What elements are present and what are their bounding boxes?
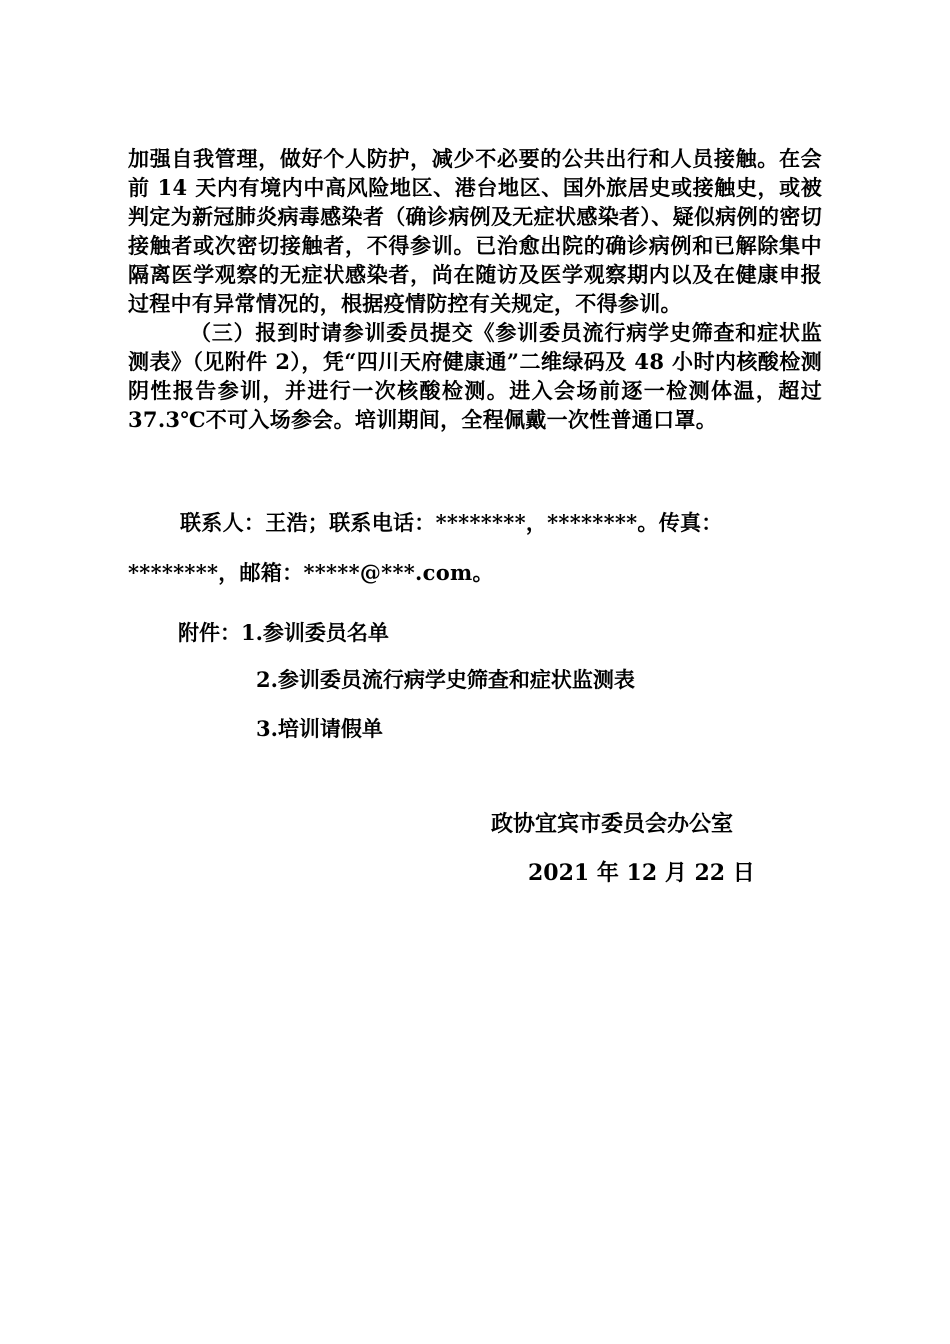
- signature-organization: 政协宜宾市委员会办公室: [491, 811, 734, 837]
- contact-info: [128, 498, 822, 598]
- attachment-item-2: 2.参训委员流行病学史筛查和症状监测表: [256, 667, 635, 692]
- signature-date: 2021 年 12 月 22 日: [528, 860, 755, 886]
- contact-line-phone-fax: 联系人：王浩；联系电话：********，********。传真：: [180, 510, 723, 535]
- paragraph-registration-requirements: （三）报到时请参训委员提交《参训委员流行病学史筛查和症状监测表》（见附件 2），凭“四川天府健康通”二维绿码及 48 小时内核酸检测阴性报告参训，并进行一次核酸检测。进入会场前逐一检测体温，超过 37.3℃不可入场参会。培训期间，全程佩戴一次性普通口罩。: [128, 320, 822, 432]
- attachment-item-1: 1.参训委员名单: [241, 620, 389, 645]
- paragraph-epidemic-management: 加强自我管理，做好个人防护，减少不必要的公共出行和人员接触。在会前 14 天内有境内中高风险地区、港台地区、国外旅居史或接触史，或被判定为新冠肺炎病毒感染者（确诊病例及无症状感染者）、疑似病例的密切接触者或次密切接触者，不得参训。已治愈出院的确诊病例和已解除集中隔离医学观察的无症状感染者，尚在随访及医学观察期内以及在健康申报过程中有异常情况的，根据疫情防控有关规定，不得参训。: [128, 146, 822, 316]
- attachment-item-3: 3.培训请假单: [256, 716, 383, 741]
- attachments-label: 附件：: [178, 620, 241, 645]
- contact-line-fax-email: ********，邮箱：*****@***.com。: [128, 560, 494, 585]
- document-body: [128, 144, 822, 434]
- attachments-list: [178, 618, 389, 648]
